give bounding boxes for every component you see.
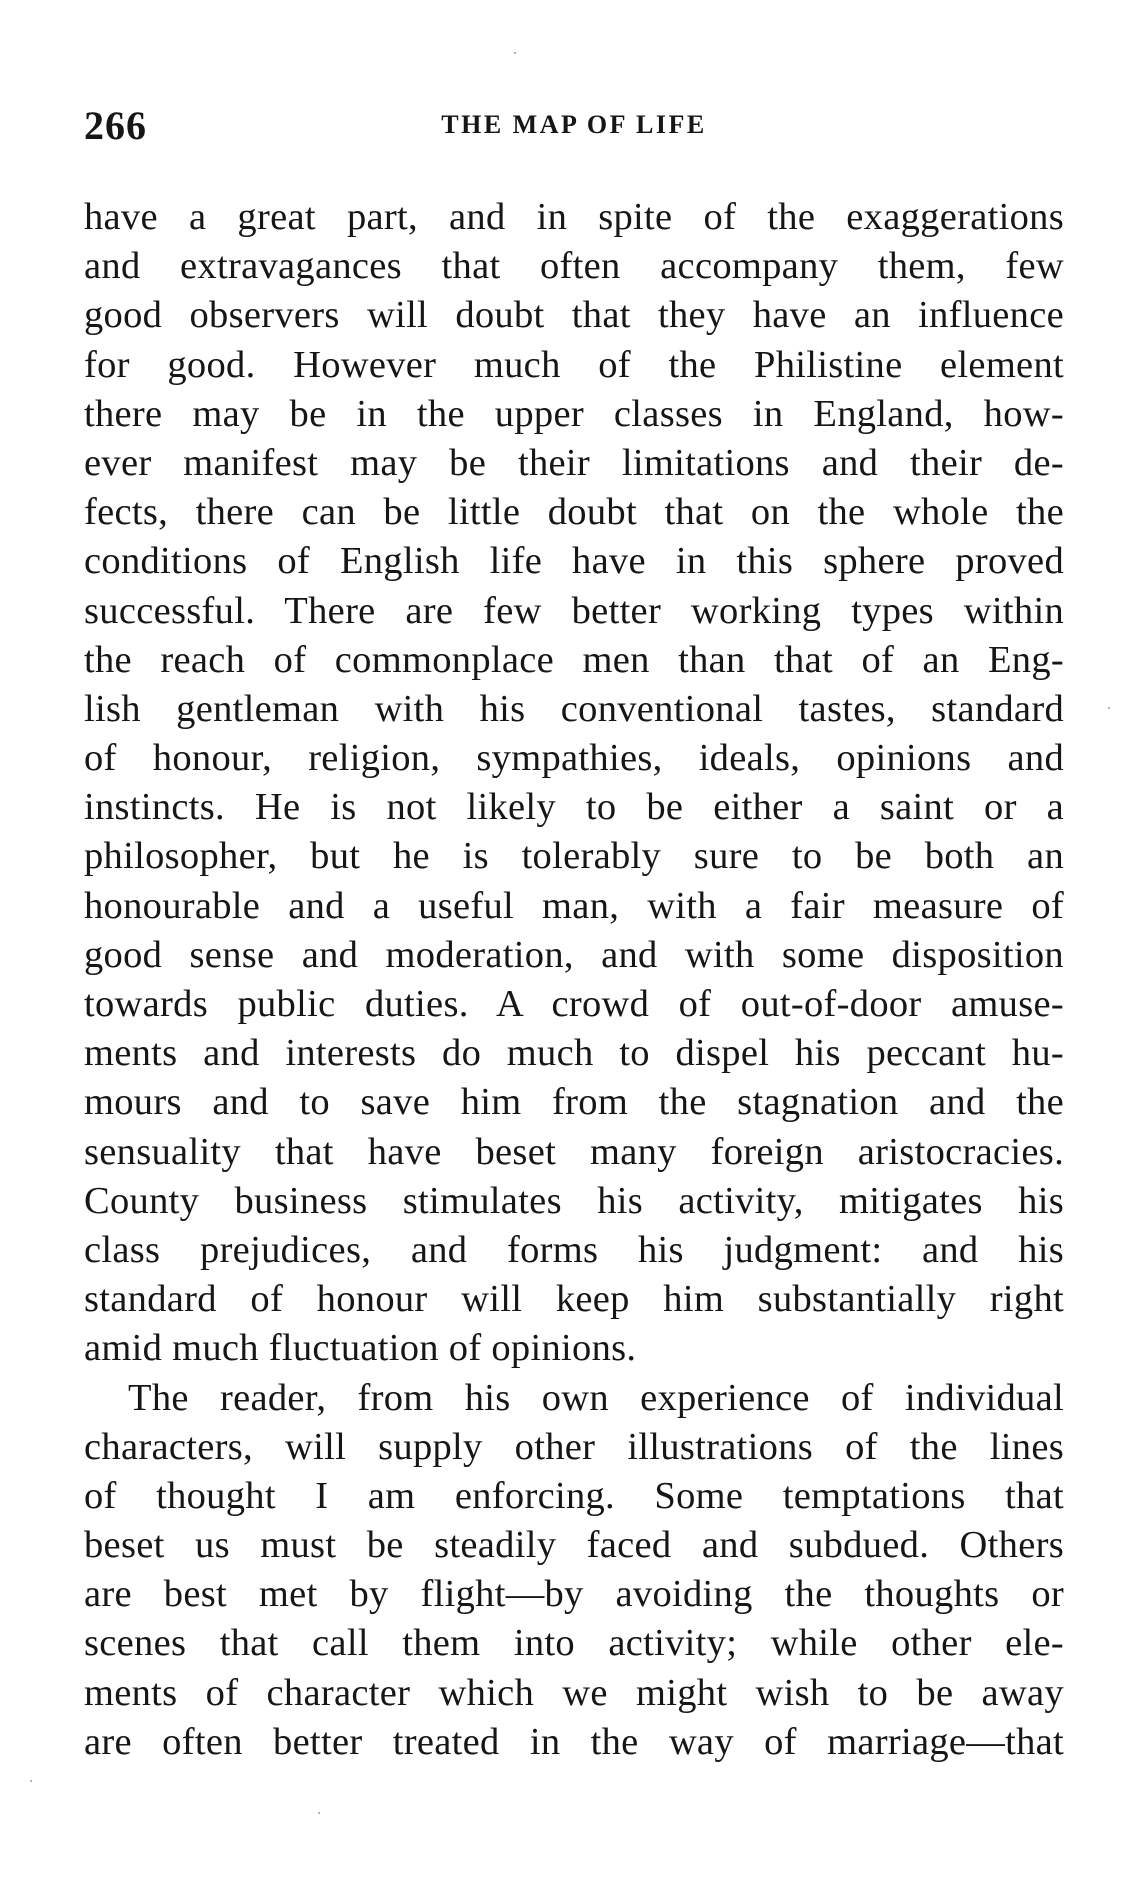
text-line: towards public duties. A crowd of out-of-door amuse- (84, 983, 1064, 1025)
text-line: are best met by flight—by avoiding the thoughts or (84, 1573, 1064, 1616)
text-line: of honour, religion, sympathies, ideals, opinions and (84, 737, 1064, 780)
paragraph-1 (84, 193, 1064, 1374)
paper-speck (30, 1780, 32, 1782)
text-line: County business stimulates his activity, mitigates his (84, 1179, 1064, 1222)
text-line: conditions of English life have in this sphere proved (84, 540, 1064, 583)
text-line: good observers will doubt that they have an influence (84, 294, 1064, 337)
paragraph-2 (84, 1374, 1064, 1768)
page-number: 266 (84, 103, 147, 148)
paper-speck (318, 1812, 320, 1814)
running-head: THE MAP OF LIFE (441, 110, 707, 139)
text-line: for good. However much of the Philistine element (84, 343, 1064, 386)
text-line: of thought I am enforcing. Some temptations that (84, 1474, 1064, 1517)
paper-speck (1108, 707, 1110, 709)
text-line: the reach of commonplace men than that of an Eng- (84, 638, 1064, 681)
text-line: fects, there can be little doubt that on the whole the (84, 491, 1064, 534)
text-line: lish gentleman with his conventional tastes, standard (84, 687, 1064, 730)
text-line: The reader, from his own experience of individual (128, 1376, 1064, 1419)
text-line: scenes that call them into activity; while other ele- (84, 1622, 1064, 1665)
text-line: sensuality that have beset many foreign aristocracies. (84, 1130, 1064, 1173)
text-line: are often better treated in the way of marriage—that (84, 1720, 1064, 1763)
text-line: instincts. He is not likely to be either a saint or a (84, 786, 1064, 829)
text-line: characters, will supply other illustrations of the lines (84, 1425, 1064, 1468)
text-line: standard of honour will keep him substantially right (84, 1278, 1064, 1321)
text-line: honourable and a useful man, with a fair measure of (84, 884, 1064, 927)
text-line: philosopher, but he is tolerably sure to be both an (84, 835, 1064, 878)
text-line: there may be in the upper classes in England, how- (84, 392, 1064, 435)
text-line: and extravagances that often accompany them, few (84, 245, 1064, 288)
body-text (84, 193, 1064, 1767)
text-line: beset us must be steadily faced and subdued. Others (84, 1524, 1064, 1567)
text-line: mours and to save him from the stagnation and the (84, 1081, 1064, 1124)
text-line: good sense and moderation, and with some disposition (84, 933, 1064, 976)
text-line: ments and interests do much to dispel his peccant hu- (84, 1032, 1064, 1075)
text-line: have a great part, and in spite of the exaggerations (84, 196, 1064, 238)
text-line: ments of character which we might wish to be away (84, 1671, 1064, 1714)
page-header (84, 102, 1064, 162)
text-line: successful. There are few better working types within (84, 589, 1064, 632)
paper-speck (514, 52, 516, 54)
text-line: ever manifest may be their limitations and their de- (84, 441, 1064, 484)
text-line: class prejudices, and forms his judgment: and his (84, 1228, 1064, 1271)
text-line: amid much fluctuation of opinions. (84, 1327, 637, 1370)
